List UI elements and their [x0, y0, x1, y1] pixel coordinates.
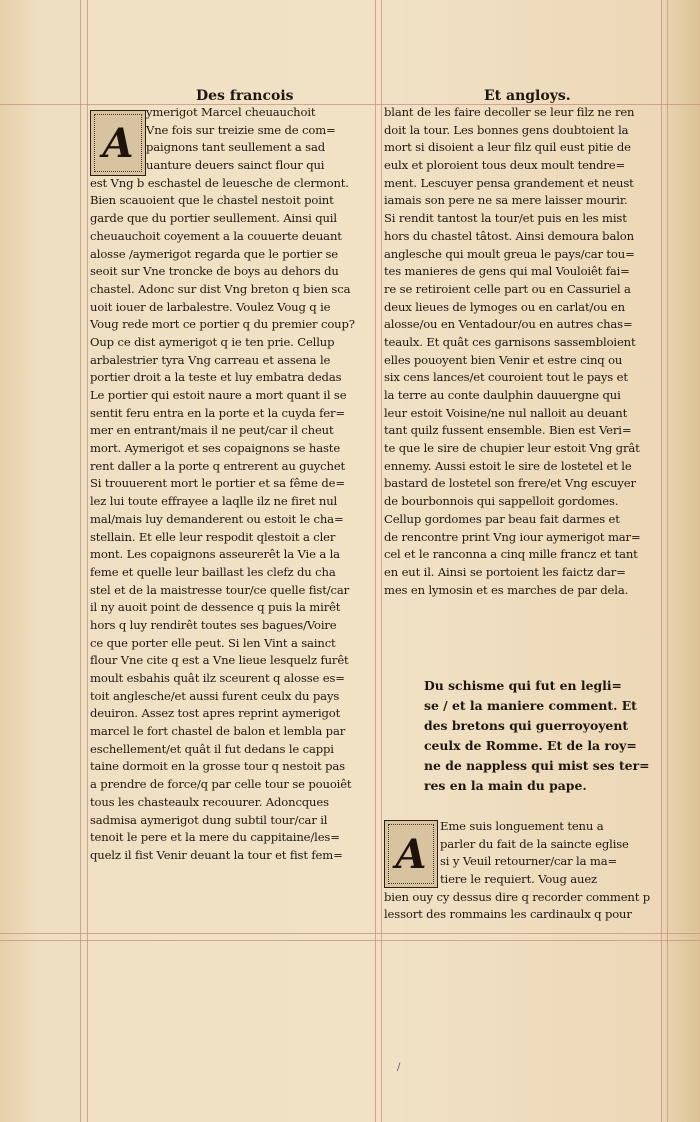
text-line: est Vng b eschastel de leuesche de clermont.	[90, 175, 349, 190]
text-line: ce que porter elle peut. Si len Vint a sainct	[90, 635, 336, 650]
text-line: garde que du portier seullement. Ainsi quil	[90, 211, 337, 226]
text-line: cel et le ranconna a cinq mille francz et tant	[384, 547, 638, 562]
text-line: alosse/ou en Ventadour/ou en autres chas=	[384, 317, 633, 332]
text-line: eulx et ploroient tous deux moult tendre=	[384, 158, 626, 173]
text-line: toit anglesche/et aussi furent ceulx du pays	[90, 688, 340, 703]
text-line: mort. Aymerigot et ses copaignons se haste	[90, 441, 341, 456]
text-line: hors q luy rendirêt toutes ses bagues/Voire	[90, 617, 337, 632]
text-line: doit la tour. Les bonnes gens doubtoient la	[384, 122, 629, 137]
text-line: mal/mais luy demanderent ou estoit le cha=	[90, 511, 344, 526]
ruling-line	[375, 0, 376, 1122]
text-line: tiere le requiert. Voug auez	[440, 872, 598, 887]
text-line: stel et de la maistresse tour/ce quelle fist/car	[90, 582, 349, 597]
text-line: des bretons qui guerroyoyent	[424, 718, 629, 733]
text-line: lessort des rommains les cardinaulx q pour	[384, 907, 632, 922]
text-line: re se retiroient celle part ou en Cassuriel a	[384, 281, 631, 296]
text-line: uoit iouer de larbalestre. Voulez Voug q ie	[90, 299, 331, 314]
text-line: se / et la maniere comment. Et	[424, 698, 637, 713]
text-line: Vne fois sur treizie sme de com=	[146, 122, 336, 137]
text-line: tes manieres de gens qui mal Vouloiêt fai=	[384, 264, 630, 279]
text-line: Oup ce dist aymerigot q ie ten prie. Cellup	[90, 334, 335, 349]
initial-letter: A	[102, 119, 134, 167]
ruling-line	[80, 0, 81, 1122]
text-line: tant quilz fussent ensemble. Bien est Veri=	[384, 423, 632, 438]
text-line: Voug rede mort ce portier q du premier coup?	[90, 317, 355, 332]
text-line: ment. Lescuyer pensa grandement et neust	[384, 175, 634, 190]
text-line: te que le sire de chupier leur estoit Vng grât	[384, 441, 640, 456]
text-line: Si trouuerent mort le portier et sa fême de=	[90, 476, 345, 491]
text-line: a prendre de force/q par celle tour se pouoiêt	[90, 777, 352, 792]
text-line: Du schisme qui fut en legli=	[424, 678, 622, 693]
text-line: deux lieues de lymoges ou en carlat/ou en	[384, 299, 625, 314]
text-line: arbalestrier tyra Vng carreau et assena le	[90, 352, 331, 367]
text-line: de bourbonnois qui sappelloit gordomes.	[384, 494, 619, 509]
text-line: deuiron. Assez tost apres reprint aymerigot	[90, 706, 341, 721]
text-line: tenoit le pere et la mere du cappitaine/les=	[90, 830, 340, 845]
text-line: Le portier qui estoit naure a mort quant il se	[90, 388, 347, 402]
text-line: mont. Les copaignons asseurerêt la Vie a la	[90, 547, 340, 562]
text-line: teaulx. Et quât ces garnisons sassembloient	[384, 334, 636, 349]
text-line: si y Veuil retourner/car la ma=	[440, 854, 618, 869]
ruling-line	[667, 0, 668, 1122]
right-column-text	[384, 104, 661, 599]
text-line: anglesche qui moult greua le pays/car tou=	[384, 246, 635, 261]
text-line: elles pouoyent bien Venir et estre cinq ou	[384, 352, 623, 367]
right-column-chapter-text	[384, 818, 661, 924]
running-header-right: Et angloys.	[484, 88, 571, 104]
text-line: bastard de lostetel son frere/et Vng escuyer	[384, 476, 636, 491]
text-line: Si rendit tantost la tour/et puis en les mist	[384, 211, 627, 226]
text-line: iamais son pere ne sa mere laisser mourir.	[384, 193, 628, 208]
text-line: seoit sur Vne troncke de boys au dehors du	[90, 264, 339, 279]
text-line: alosse /aymerigot regarda que le portier se	[90, 246, 339, 261]
text-line: ennemy. Aussi estoit le sire de lostetel et le	[384, 458, 632, 473]
chapter-heading	[424, 676, 661, 796]
ruling-line	[0, 940, 700, 941]
text-line: uanture deuers sainct flour qui	[146, 158, 325, 173]
text-line: leur estoit Voisine/ne nul nalloit au deuant	[384, 405, 628, 420]
text-line: parler du fait de la saincte eglise	[440, 836, 629, 851]
text-line: chastel. Adonc sur dist Vng breton q bien sca	[90, 281, 351, 296]
text-line: bien ouy cy dessus dire q recorder comment p	[384, 889, 651, 904]
text-line: moult esbahis quât ilz sceurent q alosse es=	[90, 671, 345, 685]
running-header-left: Des francois	[196, 88, 294, 104]
text-line: res en la main du pape.	[424, 778, 587, 793]
ruling-line	[87, 0, 88, 1122]
text-line: il ny auoit point de dessence q puis la mirêt	[90, 600, 341, 615]
text-line: lez lui toute effrayee a laqlle ilz ne firet nul	[90, 494, 338, 509]
text-line: sadmisa aymerigot dung subtil tour/car il	[90, 812, 328, 827]
text-line: cheuauchoit coyement a la couuerte deuant	[90, 228, 342, 243]
text-line: six cens lances/et couroient tout le pays et	[384, 370, 628, 385]
ruling-line	[381, 0, 382, 1122]
ruling-line	[0, 933, 700, 934]
text-line: la terre au conte daulphin dauuergne qui	[384, 388, 621, 402]
left-column	[90, 104, 375, 865]
text-line: en eut il. Ainsi se portoient les faictz dar=	[384, 564, 626, 579]
text-line: tous les chasteaulx recouurer. Adoncques	[90, 794, 329, 809]
margin-mark: /	[397, 1062, 401, 1073]
initial-letter: A	[395, 830, 427, 878]
text-line: Cellup gordomes par beau fait darmes et	[384, 511, 620, 526]
text-line: eschellement/et quât il fut dedans le cappi	[90, 741, 334, 756]
text-line: Bien scauoient que le chastel nestoit point	[90, 193, 334, 208]
text-line: stellain. Et elle leur respodit qlestoit a cler	[90, 529, 336, 544]
text-line: blant de les faire decoller se leur filz ne ren	[384, 105, 635, 119]
text-line: ne de nappless qui mist ses ter=	[424, 758, 650, 773]
ruling-line	[661, 0, 662, 1122]
text-line: feme et quelle leur baillast les clefz du cha	[90, 564, 336, 579]
text-line: marcel le fort chastel de balon et lembla par	[90, 724, 346, 739]
text-line: taine dormoit en la grosse tour q nestoit pas	[90, 759, 345, 774]
text-line: mort si disoient a leur filz quil eust pitie de	[384, 140, 631, 155]
text-line: flour Vne cite q est a Vne lieue lesquelz furêt	[90, 653, 349, 668]
text-line: hors du chastel tâtost. Ainsi demoura balon	[384, 228, 634, 243]
text-line: mer en entrant/mais il ne peut/car il cheut	[90, 423, 334, 438]
text-line: ceulx de Romme. Et de la roy=	[424, 738, 637, 753]
text-line: de rencontre print Vng iour aymerigot mar=	[384, 529, 641, 544]
text-line: quelz il fist Venir deuant la tour et fist fem=	[90, 847, 343, 862]
text-line: Eme suis longuement tenu a	[440, 819, 604, 833]
text-line: ymerigot Marcel cheuauchoit	[146, 105, 316, 119]
text-line: paignons tant seullement a sad	[146, 140, 325, 155]
text-line: sentit feru entra en la porte et la cuyda fer=	[90, 405, 345, 420]
text-line: mes en lymosin et es marches de par dela.	[384, 582, 629, 597]
text-line: rent daller a la porte q entrerent au guychet	[90, 458, 346, 473]
text-line: portier droit a la teste et luy embatra dedas	[90, 370, 342, 385]
